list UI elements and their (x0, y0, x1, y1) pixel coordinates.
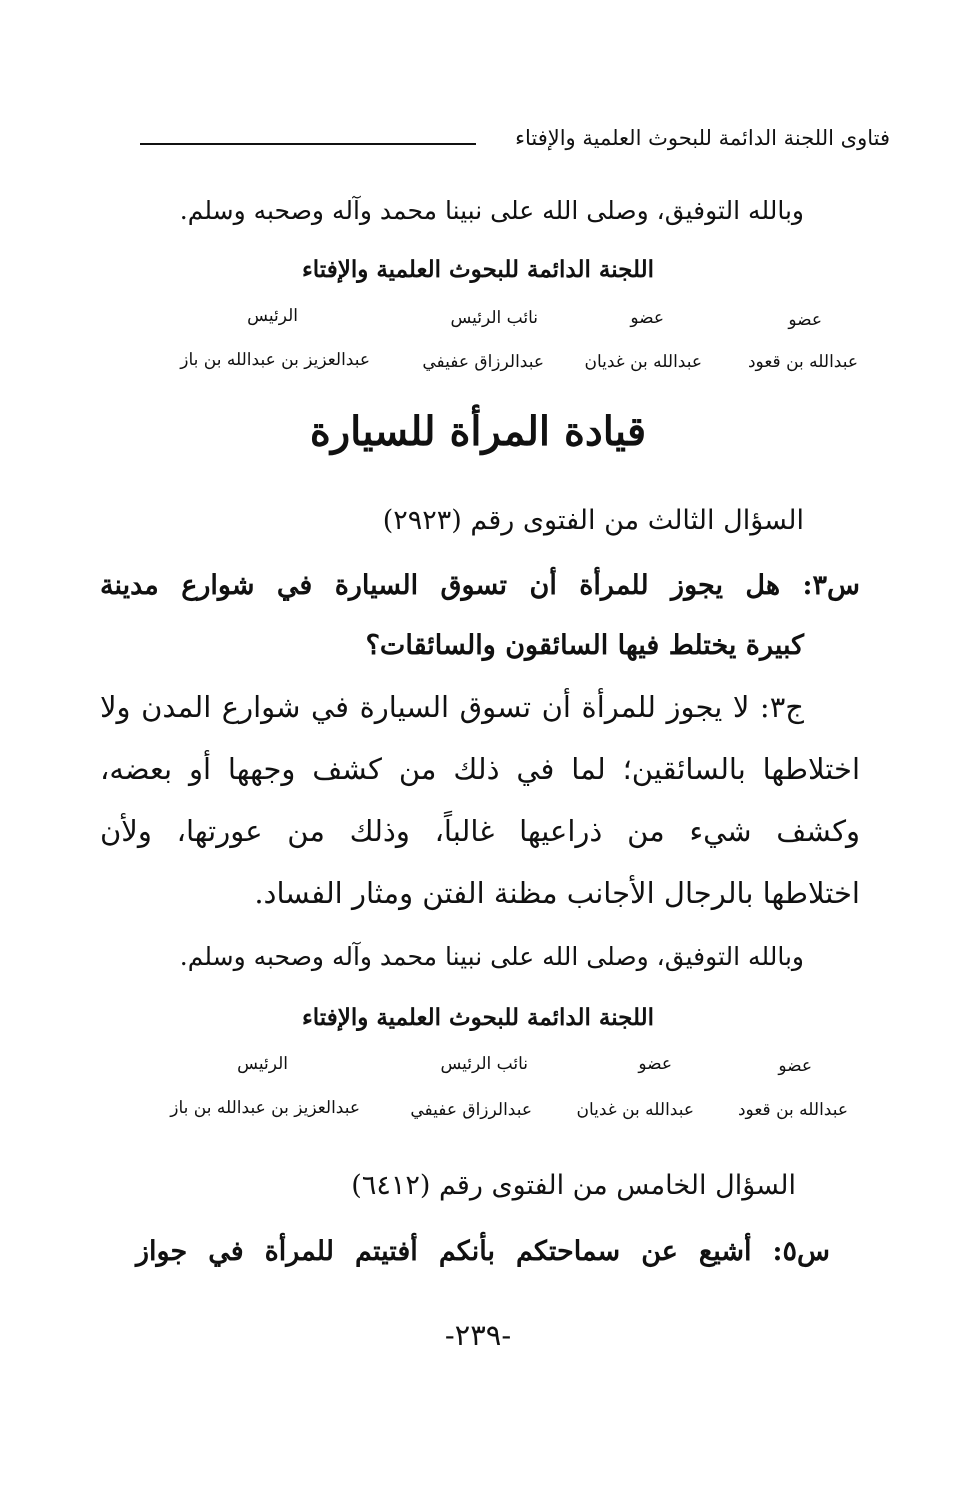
fatwa-reference: السؤال الخامس من الفتوى رقم (٦٤١٢) (351, 1170, 796, 1201)
signatory-role: الرئيس (237, 1054, 288, 1074)
answer-line: وكشف شيء من ذراعيها غالباً، وذلك من عورتها، ولأن (100, 814, 860, 848)
closing-line: وبالله التوفيق، وصلى الله على نبينا محمد وآله وصحبه وسلم. (179, 196, 804, 225)
signatory-name: عبدالعزيز بن عبدالله بن باز (170, 1098, 360, 1118)
page-number: -٢٣٩- (444, 1318, 512, 1352)
committee-name: اللجنة الدائمة للبحوث العلمية والإفتاء (301, 256, 655, 283)
committee-name: اللجنة الدائمة للبحوث العلمية والإفتاء (301, 1004, 655, 1031)
running-header-title: فتاوى اللجنة الدائمة للبحوث العلمية والإفتاء (515, 126, 890, 150)
signatory-role: نائب الرئيس (440, 1054, 528, 1074)
signatory-name: عبدالعزيز بن عبدالله بن باز (180, 350, 370, 370)
header-divider (140, 143, 476, 145)
question-line: س٥: أشيع عن سماحتكم بأنكم أفتيتم للمرأة في جواز (136, 1236, 830, 1267)
answer-line: اختلاطها بالسائقين؛ لما في ذلك من كشف وجهها أو بعضه، (100, 752, 860, 786)
signatory-role: نائب الرئيس (450, 308, 538, 328)
signatory-role: عضو (638, 1054, 672, 1074)
signatory-name: عبدالله بن غديان (576, 1100, 694, 1120)
fatwa-reference: السؤال الثالث من الفتوى رقم (٢٩٢٣) (382, 505, 804, 536)
signatory-name: عبدالرزاق عفيفي (422, 352, 544, 372)
question-line: س٣: هل يجوز للمرأة أن تسوق السيارة في شوارع مدينة (100, 570, 860, 601)
signatory-name: عبدالله بن غديان (584, 352, 702, 372)
topic-title: قيادة المرأة للسيارة (309, 408, 647, 455)
answer-line: ج٣: لا يجوز للمرأة أن تسوق السيارة في شوارع المدن ولا (100, 690, 804, 724)
question-line: كبيرة يختلط فيها السائقون والسائقات؟ (365, 630, 804, 661)
answer-line: اختلاطها بالرجال الأجانب مظنة الفتن ومثار الفساد. (254, 876, 860, 910)
signatory-role: عضو (778, 1056, 812, 1076)
signatory-role: عضو (788, 310, 822, 330)
closing-line: وبالله التوفيق، وصلى الله على نبينا محمد وآله وصحبه وسلم. (179, 942, 804, 971)
signatory-name: عبدالله بن قعود (737, 1100, 848, 1120)
signatory-name: عبدالله بن قعود (747, 352, 858, 372)
signatory-role: الرئيس (247, 306, 298, 326)
signatory-role: عضو (630, 308, 664, 328)
signatory-name: عبدالرزاق عفيفي (410, 1100, 532, 1120)
